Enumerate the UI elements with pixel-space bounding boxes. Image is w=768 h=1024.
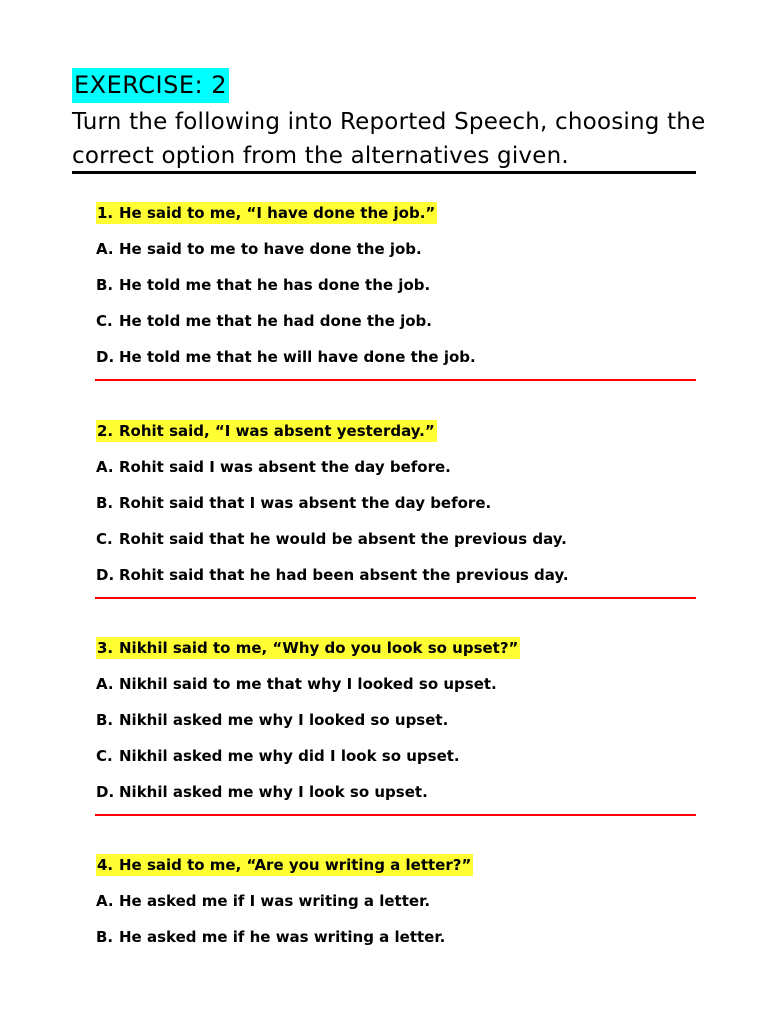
question-4 [96, 854, 473, 876]
option-letter: A. [96, 240, 114, 258]
option-letter: A. [96, 675, 114, 693]
exercise-title: EXERCISE: 2 [72, 68, 229, 103]
option-1a [96, 238, 696, 260]
option-letter: A. [96, 892, 114, 910]
question-3 [96, 637, 520, 659]
question-text: He said to me, “Are you writing a letter?” [119, 856, 472, 874]
question-number: 3. [97, 639, 114, 657]
question-block-3 [96, 637, 696, 803]
option-text: Nikhil asked me why I looked so upset. [119, 711, 449, 729]
option-3d [96, 781, 696, 803]
separator-line [95, 597, 696, 599]
option-text: Rohit said I was absent the day before. [119, 458, 451, 476]
option-2b [96, 492, 696, 514]
question-text: Rohit said, “I was absent yesterday.” [119, 422, 435, 440]
option-letter: C. [96, 312, 113, 330]
option-text: Nikhil said to me that why I looked so upset. [119, 675, 497, 693]
option-letter: C. [96, 530, 113, 548]
option-letter: D. [96, 566, 115, 584]
option-text: Nikhil asked me why I look so upset. [119, 783, 428, 801]
question-2 [96, 420, 437, 442]
option-3a [96, 673, 696, 695]
option-letter: B. [96, 494, 114, 512]
separator-line [95, 814, 696, 816]
option-2c [96, 528, 696, 550]
question-1 [96, 202, 437, 224]
option-1b [96, 274, 696, 296]
option-text: He told me that he will have done the job. [119, 348, 476, 366]
question-block-4 [96, 854, 696, 948]
option-3b [96, 709, 696, 731]
option-letter: D. [96, 783, 115, 801]
option-letter: B. [96, 928, 114, 946]
title-underline [72, 171, 696, 174]
option-text: Rohit said that he would be absent the previous day. [119, 530, 567, 548]
option-letter: C. [96, 747, 113, 765]
question-text: Nikhil said to me, “Why do you look so upset?” [119, 639, 519, 657]
option-letter: D. [96, 348, 115, 366]
question-number: 1. [97, 204, 114, 222]
question-number: 2. [97, 422, 114, 440]
option-4a [96, 890, 696, 912]
question-number: 4. [97, 856, 114, 874]
option-letter: A. [96, 458, 114, 476]
option-text: Rohit said that he had been absent the previous day. [119, 566, 569, 584]
separator-line [95, 379, 696, 381]
option-text: Nikhil asked me why did I look so upset. [119, 747, 460, 765]
option-text: He told me that he had done the job. [119, 312, 432, 330]
option-text: He told me that he has done the job. [119, 276, 431, 294]
option-text: He asked me if I was writing a letter. [119, 892, 431, 910]
option-text: He said to me to have done the job. [119, 240, 422, 258]
option-1d [96, 346, 696, 368]
option-letter: B. [96, 276, 114, 294]
option-2d [96, 564, 696, 586]
option-1c [96, 310, 696, 332]
option-text: He asked me if he was writing a letter. [119, 928, 446, 946]
option-2a [96, 456, 696, 478]
question-block-2 [96, 420, 696, 586]
question-block-1 [96, 202, 696, 368]
option-text: Rohit said that I was absent the day before. [119, 494, 492, 512]
option-4b [96, 926, 696, 948]
exercise-instruction: Turn the following into Reported Speech, choosing the correct option from the alternatives given. [72, 109, 706, 169]
question-text: He said to me, “I have done the job.” [119, 204, 436, 222]
option-3c [96, 745, 696, 767]
option-letter: B. [96, 711, 114, 729]
